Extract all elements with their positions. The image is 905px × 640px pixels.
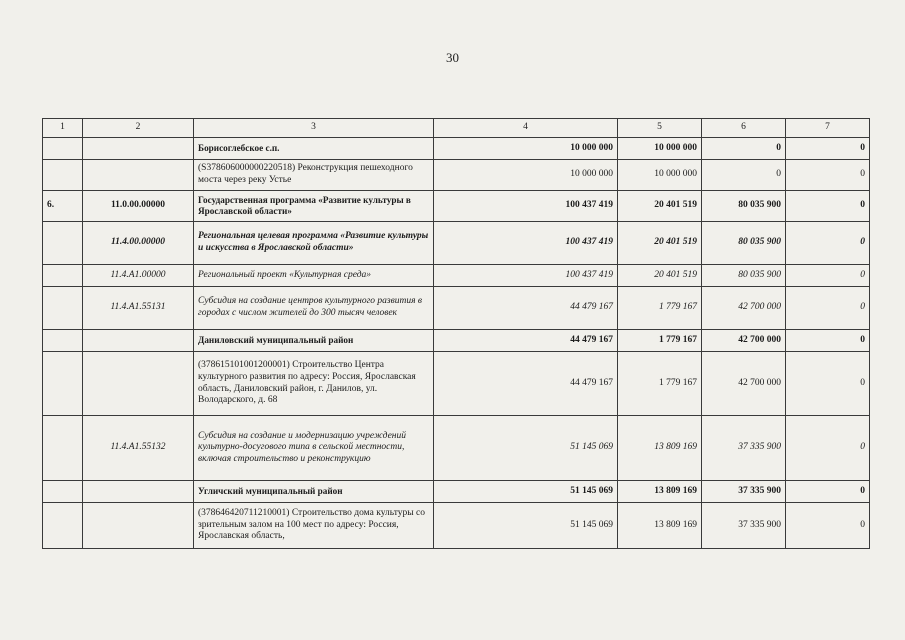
row-code: 11.4.00.00000 [83, 222, 194, 265]
row-total: 44 479 167 [434, 352, 618, 416]
row-col7: 0 [786, 330, 870, 352]
row-col7: 0 [786, 352, 870, 416]
table-row [43, 481, 870, 503]
row-code [83, 138, 194, 160]
row-col6: 0 [702, 160, 786, 191]
column-header: 2 [83, 119, 194, 138]
row-col5: 1 779 167 [618, 352, 702, 416]
row-total: 100 437 419 [434, 222, 618, 265]
row-col7: 0 [786, 191, 870, 222]
row-total: 100 437 419 [434, 191, 618, 222]
row-number [43, 160, 83, 191]
row-name: (S378606000000220518) Реконструкция пешеходного моста через реку Устье [194, 160, 434, 191]
row-code [83, 330, 194, 352]
column-header: 3 [194, 119, 434, 138]
column-header: 6 [702, 119, 786, 138]
row-total: 51 145 069 [434, 416, 618, 481]
row-col7: 0 [786, 503, 870, 549]
column-header: 1 [43, 119, 83, 138]
row-name: Даниловский муниципальный район [194, 330, 434, 352]
row-col5: 20 401 519 [618, 191, 702, 222]
row-code [83, 481, 194, 503]
row-total: 10 000 000 [434, 160, 618, 191]
row-col7: 0 [786, 160, 870, 191]
row-number [43, 222, 83, 265]
table-row [43, 416, 870, 481]
row-name: (378646420711210001) Строительство дома культуры со зрительным залом на 100 мест по адресу: Россия, Ярославская область, [194, 503, 434, 549]
row-code [83, 160, 194, 191]
row-col7: 0 [786, 265, 870, 287]
table-row [43, 265, 870, 287]
column-header: 4 [434, 119, 618, 138]
row-name: (378615101001200001) Строительство Центра культурного развития по адресу: Россия, Ярославская область, Даниловский район, г. Данилов, ул. Володарского, д. 68 [194, 352, 434, 416]
row-number [43, 416, 83, 481]
table-row [43, 287, 870, 330]
row-name: Борисоглебское с.п. [194, 138, 434, 160]
row-number [43, 503, 83, 549]
row-name: Региональный проект «Культурная среда» [194, 265, 434, 287]
row-col7: 0 [786, 138, 870, 160]
row-col6: 0 [702, 138, 786, 160]
budget-table [42, 118, 870, 549]
row-number: 6. [43, 191, 83, 222]
row-total: 51 145 069 [434, 481, 618, 503]
row-col5: 13 809 169 [618, 416, 702, 481]
row-number [43, 265, 83, 287]
row-col5: 20 401 519 [618, 222, 702, 265]
row-number [43, 330, 83, 352]
row-total: 51 145 069 [434, 503, 618, 549]
table-row [43, 191, 870, 222]
row-col5: 13 809 169 [618, 481, 702, 503]
row-number [43, 352, 83, 416]
column-header: 7 [786, 119, 870, 138]
column-header: 5 [618, 119, 702, 138]
row-code: 11.0.00.00000 [83, 191, 194, 222]
row-col7: 0 [786, 416, 870, 481]
row-name: Субсидия на создание и модернизацию учреждений культурно-досугового типа в сельской местности, включая строительство и реконструкцию [194, 416, 434, 481]
row-col5: 10 000 000 [618, 160, 702, 191]
row-col6: 80 035 900 [702, 222, 786, 265]
row-code [83, 352, 194, 416]
row-col7: 0 [786, 222, 870, 265]
row-col5: 1 779 167 [618, 287, 702, 330]
table-row [43, 352, 870, 416]
row-col7: 0 [786, 287, 870, 330]
row-col6: 42 700 000 [702, 352, 786, 416]
row-name: Субсидия на создание центров культурного развития в городах с числом жителей до 300 тысяч человек [194, 287, 434, 330]
table-row [43, 330, 870, 352]
row-col5: 13 809 169 [618, 503, 702, 549]
table-row [43, 503, 870, 549]
row-col6: 37 335 900 [702, 481, 786, 503]
row-total: 44 479 167 [434, 287, 618, 330]
row-code [83, 503, 194, 549]
row-code: 11.4.A1.55132 [83, 416, 194, 481]
row-col5: 20 401 519 [618, 265, 702, 287]
page-number: 30 [446, 50, 459, 65]
row-name: Государственная программа «Развитие культуры в Ярославской области» [194, 191, 434, 222]
row-total: 10 000 000 [434, 138, 618, 160]
table-row [43, 138, 870, 160]
row-col6: 80 035 900 [702, 265, 786, 287]
row-total: 44 479 167 [434, 330, 618, 352]
row-name: Угличский муниципальный район [194, 481, 434, 503]
row-col6: 42 700 000 [702, 330, 786, 352]
table-row [43, 222, 870, 265]
row-col5: 10 000 000 [618, 138, 702, 160]
row-number [43, 481, 83, 503]
row-col6: 42 700 000 [702, 287, 786, 330]
row-code: 11.4.A1.55131 [83, 287, 194, 330]
row-col6: 37 335 900 [702, 416, 786, 481]
table-row [43, 160, 870, 191]
row-col5: 1 779 167 [618, 330, 702, 352]
row-number [43, 287, 83, 330]
row-col6: 80 035 900 [702, 191, 786, 222]
table-header-row [43, 119, 870, 138]
row-col7: 0 [786, 481, 870, 503]
row-name: Региональная целевая программа «Развитие культуры и искусства в Ярославской области» [194, 222, 434, 265]
row-total: 100 437 419 [434, 265, 618, 287]
row-code: 11.4.A1.00000 [83, 265, 194, 287]
row-number [43, 138, 83, 160]
row-col6: 37 335 900 [702, 503, 786, 549]
